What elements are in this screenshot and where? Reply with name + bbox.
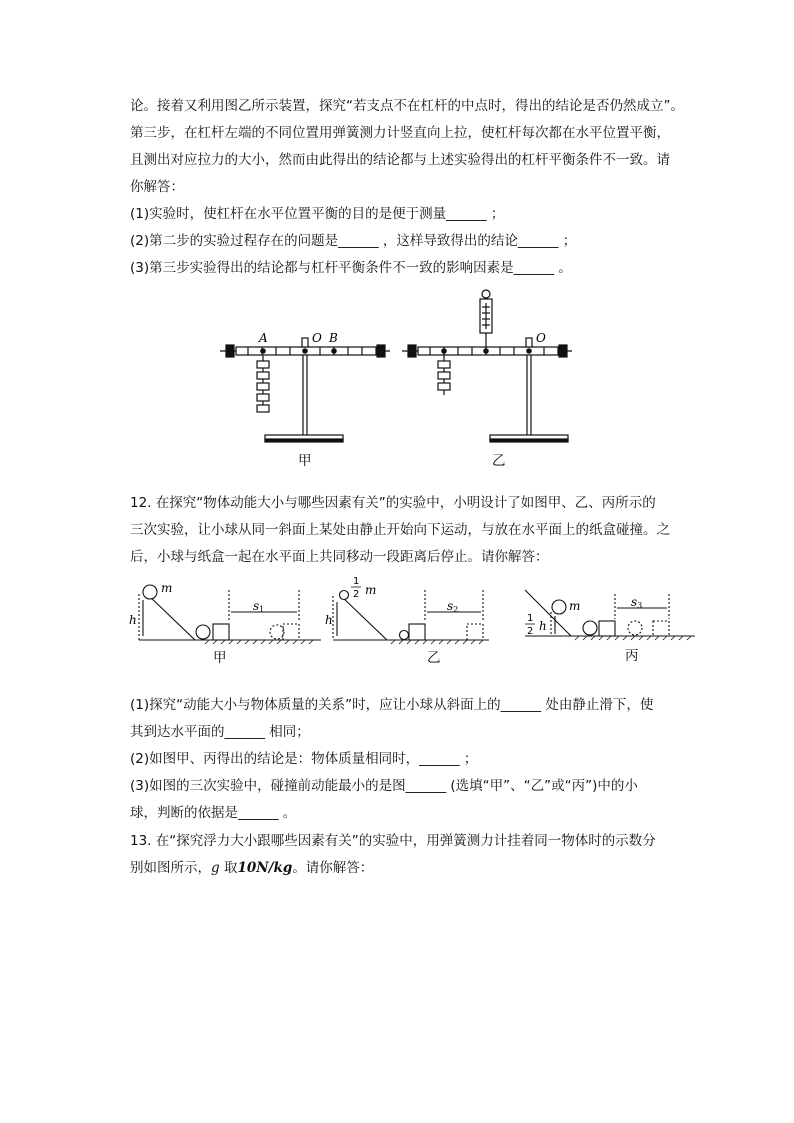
question-11-part-1: (1)实验时，使杠杆在水平位置平衡的目的是便于测量______ ；: [130, 206, 505, 222]
ramp-yi-height: h: [325, 613, 333, 627]
question-11-part-3: (3)第三步实验得出的结论都与杠杆平衡条件不一致的影响因素是______ 。: [130, 260, 572, 276]
intro-line-3: 且测出对应拉力的大小，然而由此得出的结论都与上述实验得出的杠杆平衡条件不一致。请: [130, 152, 670, 168]
ramp-yi-half-num: 1: [353, 576, 360, 587]
lever-yi: [402, 290, 572, 442]
question-12-part-1a: (1)探究“动能大小与物体质量的关系”时，应让小球从斜面上的______ 处由静止滑下，使: [130, 697, 654, 713]
ramp-bing-half-den: 2: [527, 626, 534, 637]
ramp-yi-mass: m: [365, 583, 377, 597]
question-11-part-2: (2)第二步的实验过程存在的问题是______ ，这样导致得出的结论______ ；: [130, 233, 577, 249]
question-12-line-2: 三次实验，让小球从同一斜面上某处由静止开始向下运动，与放在水平面上的纸盒碰撞。之: [130, 522, 670, 538]
question-13-line-2: [130, 858, 373, 878]
ramp-bing-height: h: [539, 619, 547, 633]
point-o2-label: O: [536, 331, 546, 345]
ramp-jia-height: h: [129, 613, 137, 627]
lever-figure: [210, 285, 590, 475]
intro-line-4: 你解答：: [130, 179, 184, 195]
gravity-value: 10N/kg: [237, 860, 293, 876]
question-12-part-3a: (3)如图的三次实验中，碰撞前动能最小的是图______ (选填“甲”、“乙”或“丙”)中的小: [130, 778, 638, 794]
ramp-bing-distance: s3: [631, 595, 643, 610]
ramp-jia-mass: m: [161, 581, 173, 595]
question-13-suffix: 。请你解答：: [292, 860, 374, 876]
question-13-prefix: 别如图所示，: [130, 860, 211, 876]
ramp-jia-label: 甲: [213, 650, 227, 666]
point-o-label: O: [312, 331, 322, 345]
question-12-part-3b: 球，判断的依据是______ 。: [130, 805, 297, 821]
question-13-mid: 取: [219, 860, 238, 876]
ramp-yi-half-den: 2: [353, 589, 360, 600]
figure-yi-label: 乙: [492, 453, 506, 469]
point-a-label: A: [259, 331, 268, 345]
ramp-jia-distance: s1: [253, 599, 265, 614]
ramp-bing: [525, 590, 695, 640]
figure-jia-label: 甲: [298, 453, 312, 469]
question-13-line-1: 13. 在“探究浮力大小跟哪些因素有关”的实验中，用弹簧测力计挂着同一物体时的示数分: [130, 833, 656, 849]
ramp-figure: [125, 572, 705, 672]
ramp-bing-half-num: 1: [527, 613, 534, 624]
gravity-symbol: g: [211, 860, 220, 876]
question-12-line-1: 12. 在探究“物体动能大小与哪些因素有关”的实验中，小明设计了如图甲、乙、丙所示的: [130, 495, 656, 511]
lever-jia: [220, 338, 390, 442]
ramp-bing-mass: m: [569, 599, 581, 613]
question-12-line-3: 后，小球与纸盒一起在水平面上共同移动一段距离后停止。请你解答：: [130, 549, 549, 565]
intro-line-2: 第三步，在杠杆左端的不同位置用弹簧测力计竖直向上拉，使杠杆每次都在水平位置平衡，: [130, 125, 670, 141]
intro-line-1: 论。接着又利用图乙所示装置，探究“若支点不在杠杆的中点时，得出的结论是否仍然成立”。: [130, 98, 684, 114]
ramp-yi-label: 乙: [427, 650, 441, 666]
ramp-bing-label: 丙: [625, 648, 639, 664]
ramp-yi-distance: s2: [447, 599, 459, 614]
question-12-part-2: (2)如图甲、丙得出的结论是：物体质量相同时，______ ；: [130, 751, 478, 767]
question-12-part-1b: 其到达水平面的______ 相同；: [130, 724, 310, 740]
point-b-label: B: [329, 331, 338, 345]
